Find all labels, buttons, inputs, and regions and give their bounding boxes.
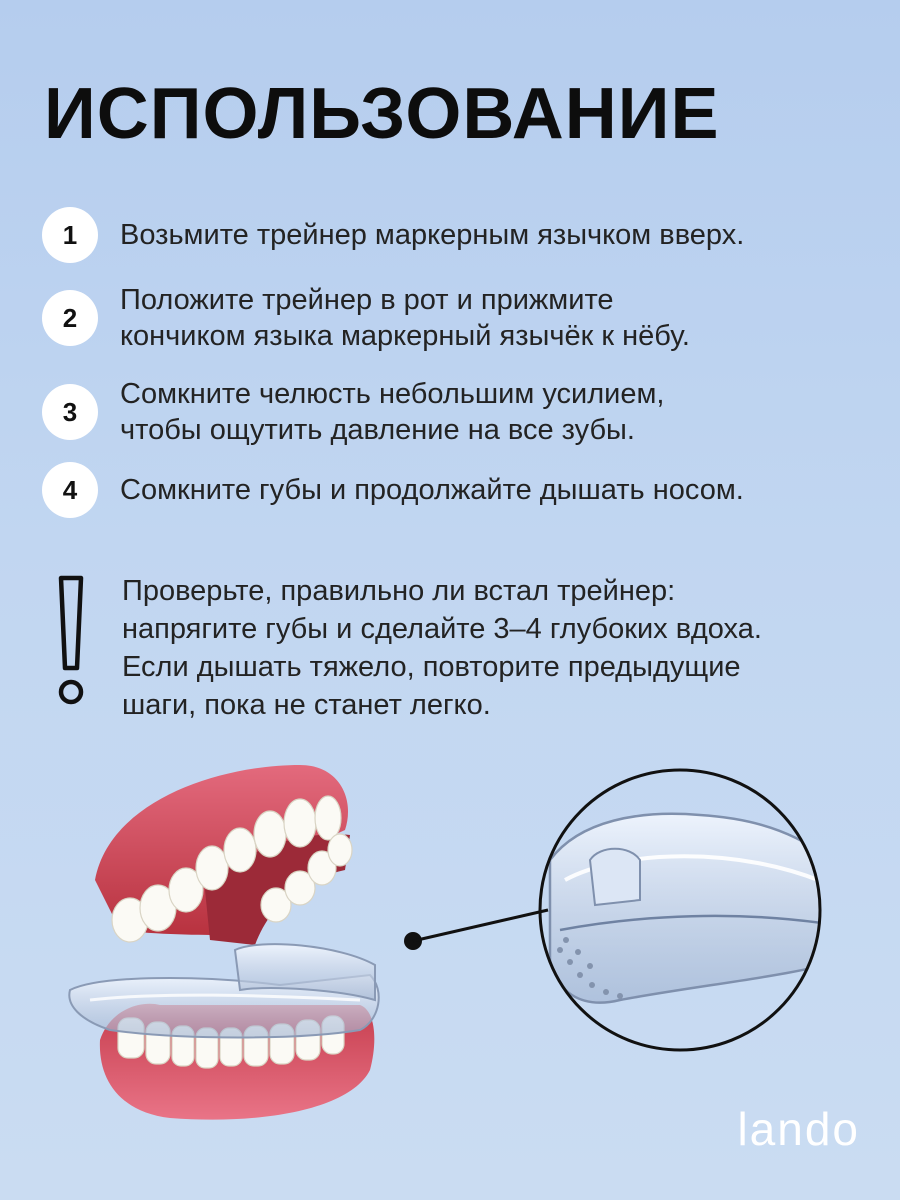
- step-line: Положите трейнер в рот и прижмите: [120, 284, 614, 316]
- step-2: [42, 282, 690, 354]
- note-line: напрягите губы и сделайте 3–4 глубоких вдоха.: [122, 613, 762, 645]
- step-text: [120, 376, 664, 448]
- pointer-line: [404, 910, 548, 950]
- note-text: [122, 572, 762, 724]
- step-number-badge: 4: [42, 462, 98, 518]
- step-line: Возьмите трейнер маркерным язычком вверх.: [120, 219, 745, 251]
- step-1: [42, 207, 744, 263]
- step-number-badge: 2: [42, 290, 98, 346]
- step-3: [42, 376, 664, 448]
- step-text: [120, 217, 744, 253]
- note-line: Проверьте, правильно ли встал трейнер:: [122, 575, 676, 607]
- upper-jaw: [95, 765, 352, 945]
- step-line: Сомкните челюсть небольшим усилием,: [120, 378, 665, 410]
- step-text: [120, 472, 744, 508]
- magnified-trainer: [540, 770, 840, 1050]
- note-line: шаги, пока не станет легко.: [122, 689, 491, 721]
- warning-note: [44, 572, 762, 724]
- step-4: [42, 462, 744, 518]
- step-line: кончиком языка маркерный язычёк к нёбу.: [120, 320, 690, 352]
- step-line: чтобы ощутить давление на все зубы.: [120, 414, 635, 446]
- step-line: Сомкните губы и продолжайте дышать носом.: [120, 474, 744, 506]
- trainer: [69, 944, 378, 1037]
- exclamation-icon: [44, 572, 98, 708]
- step-number-badge: 1: [42, 207, 98, 263]
- step-number-badge: 3: [42, 384, 98, 440]
- brand-logo: lando: [737, 1103, 860, 1155]
- note-line: Если дышать тяжело, повторите предыдущие: [122, 651, 741, 683]
- step-text: [120, 282, 690, 354]
- page-title: ИСПОЛЬЗОВАНИЕ: [44, 74, 720, 154]
